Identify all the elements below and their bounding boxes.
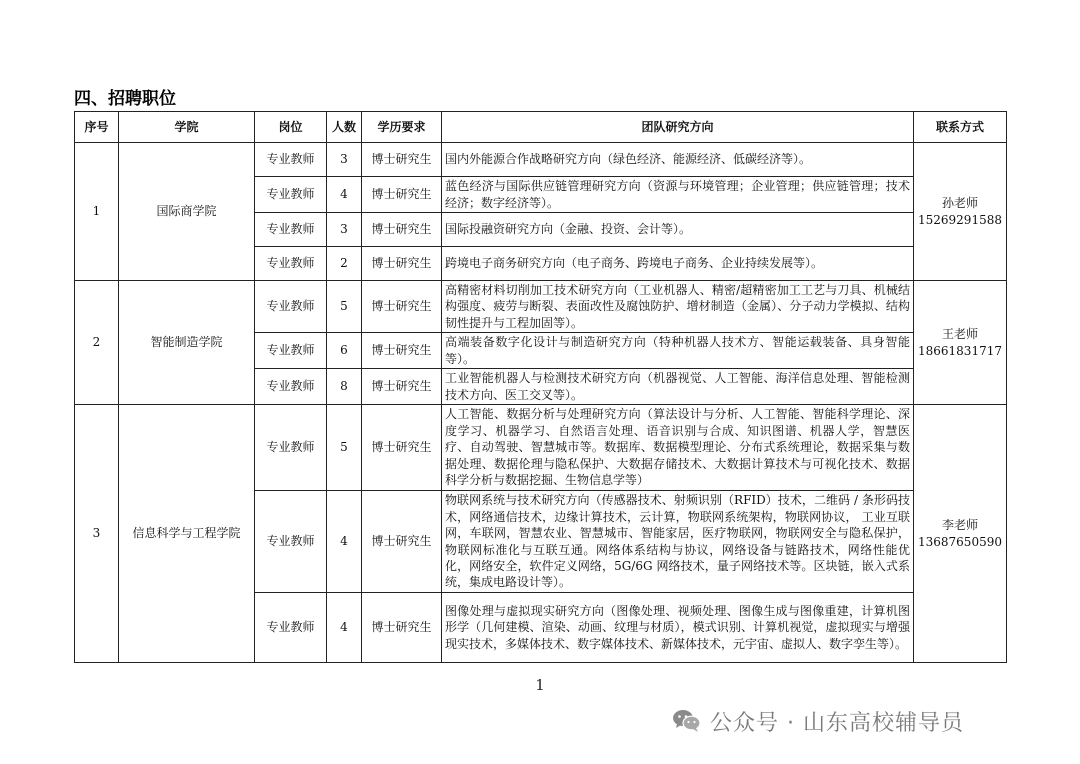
post-cell: 专业教师 bbox=[255, 333, 327, 369]
direction-cell: 蓝色经济与国际供应链管理研究方向（资源与环境管理；企业管理；供应链管理；技术经济；数字经济等）。 bbox=[442, 177, 914, 213]
header-count: 人数 bbox=[327, 112, 362, 143]
post-cell: 专业教师 bbox=[255, 213, 327, 247]
table-row bbox=[75, 405, 1007, 491]
contact-phone: 18661831717 bbox=[918, 343, 1002, 358]
direction-cell: 高端装备数字化设计与制造研究方向（特种机器人技术方、智能运载装备、具身智能等）。 bbox=[442, 333, 914, 369]
direction-cell: 图像处理与虚拟现实研究方向（图像处理、视频处理、图像生成与图像重建，计算机图形学（几何建模、渲染、动画、纹理与材质），模式识别、计算机视觉，虚拟现实与增强现实技术，多媒体技术、数字媒体技术、新媒体技术，元宇宙、虚拟人、数字孪生等）。 bbox=[442, 593, 914, 663]
direction-cell: 高精密材料切削加工技术研究方向（工业机器人、精密/超精密加工工艺与刀具、机械结构强度、疲劳与断裂、表面改性及腐蚀防护、增材制造（金属）、分子动力学模拟、结构韧性提升与工程加固等）。 bbox=[442, 281, 914, 333]
wechat-icon bbox=[672, 708, 702, 734]
header-no: 序号 bbox=[75, 112, 119, 143]
post-cell: 专业教师 bbox=[255, 247, 327, 281]
page-number: 1 bbox=[535, 676, 545, 694]
contact-phone: 13687650590 bbox=[918, 534, 1002, 549]
contact-cell bbox=[914, 281, 1007, 405]
degree-cell: 博士研究生 bbox=[362, 177, 442, 213]
table-row bbox=[75, 281, 1007, 333]
direction-cell: 物联网系统与技术研究方向（传感器技术、射频识别（RFID）技术，二维码 / 条形码技术，网络通信技术，边缘计算技术，云计算，物联网系统架构，物联网协议， 工业互联网，车联网，智慧农业、智慧城市、智能家居，医疗物联网，物联网安全与隐私保护，物联网标准化与互联互通。网络体系结构与协议，网络设备与链路技术，网络性能优化，网络安全，软件定义网络，5G/6G 网络技术，量子网络技术等。区块链，嵌入式系统，集成电路设计等）。 bbox=[442, 491, 914, 593]
degree-cell: 博士研究生 bbox=[362, 491, 442, 593]
post-cell: 专业教师 bbox=[255, 177, 327, 213]
header-post: 岗位 bbox=[255, 112, 327, 143]
post-cell: 专业教师 bbox=[255, 281, 327, 333]
header-college: 学院 bbox=[119, 112, 255, 143]
row-number: 1 bbox=[75, 143, 119, 281]
college-name: 智能制造学院 bbox=[119, 281, 255, 405]
degree-cell: 博士研究生 bbox=[362, 405, 442, 491]
contact-cell bbox=[914, 143, 1007, 281]
contact-name: 李老师 bbox=[941, 518, 978, 533]
contact-cell bbox=[914, 405, 1007, 663]
college-name: 信息科学与工程学院 bbox=[119, 405, 255, 663]
contact-name: 王老师 bbox=[941, 327, 978, 342]
table-header-row bbox=[75, 112, 1007, 143]
post-cell: 专业教师 bbox=[255, 405, 327, 491]
contact-phone: 15269291588 bbox=[918, 212, 1002, 227]
watermark-text: 公众号 · 山东高校辅导员 bbox=[710, 710, 964, 736]
count-cell: 4 bbox=[327, 491, 362, 593]
degree-cell: 博士研究生 bbox=[362, 369, 442, 405]
table-row bbox=[75, 143, 1007, 177]
recruitment-table bbox=[74, 111, 1007, 663]
count-cell: 5 bbox=[327, 405, 362, 491]
direction-cell: 国际投融资研究方向（金融、投资、会计等）。 bbox=[442, 213, 914, 247]
post-cell: 专业教师 bbox=[255, 491, 327, 593]
count-cell: 8 bbox=[327, 369, 362, 405]
direction-cell: 人工智能、数据分析与处理研究方向（算法设计与分析、人工智能、智能科学理论、深度学习、机器学习、自然语言处理、语音识别与合成、知识图谱、机器人学，智慧医疗、自动驾驶、智慧城市等。数据库、数据模型理论、分布式系统理论，数据采集与数据处理、数据伦理与隐私保护、大数据存储技术、大数据计算技术与可视化技术、数据科学分析与数据挖掘、生物信息学等） bbox=[442, 405, 914, 491]
post-cell: 专业教师 bbox=[255, 593, 327, 663]
row-number: 3 bbox=[75, 405, 119, 663]
count-cell: 4 bbox=[327, 593, 362, 663]
degree-cell: 博士研究生 bbox=[362, 333, 442, 369]
post-cell: 专业教师 bbox=[255, 369, 327, 405]
direction-cell: 国内外能源合作战略研究方向（绿色经济、能源经济、低碳经济等）。 bbox=[442, 143, 914, 177]
degree-cell: 博士研究生 bbox=[362, 247, 442, 281]
count-cell: 6 bbox=[327, 333, 362, 369]
watermark bbox=[672, 704, 964, 738]
header-direction: 团队研究方向 bbox=[442, 112, 914, 143]
section-title: 四、招聘职位 bbox=[74, 89, 176, 109]
count-cell: 2 bbox=[327, 247, 362, 281]
direction-cell: 工业智能机器人与检测技术研究方向（机器视觉、人工智能、海洋信息处理、智能检测技术方向、医工交叉等）。 bbox=[442, 369, 914, 405]
count-cell: 3 bbox=[327, 143, 362, 177]
degree-cell: 博士研究生 bbox=[362, 213, 442, 247]
header-degree: 学历要求 bbox=[362, 112, 442, 143]
post-cell: 专业教师 bbox=[255, 143, 327, 177]
degree-cell: 博士研究生 bbox=[362, 143, 442, 177]
contact-name: 孙老师 bbox=[941, 196, 978, 211]
header-contact: 联系方式 bbox=[914, 112, 1007, 143]
count-cell: 3 bbox=[327, 213, 362, 247]
row-number: 2 bbox=[75, 281, 119, 405]
college-name: 国际商学院 bbox=[119, 143, 255, 281]
degree-cell: 博士研究生 bbox=[362, 281, 442, 333]
degree-cell: 博士研究生 bbox=[362, 593, 442, 663]
count-cell: 5 bbox=[327, 281, 362, 333]
direction-cell: 跨境电子商务研究方向（电子商务、跨境电子商务、企业持续发展等）。 bbox=[442, 247, 914, 281]
count-cell: 4 bbox=[327, 177, 362, 213]
